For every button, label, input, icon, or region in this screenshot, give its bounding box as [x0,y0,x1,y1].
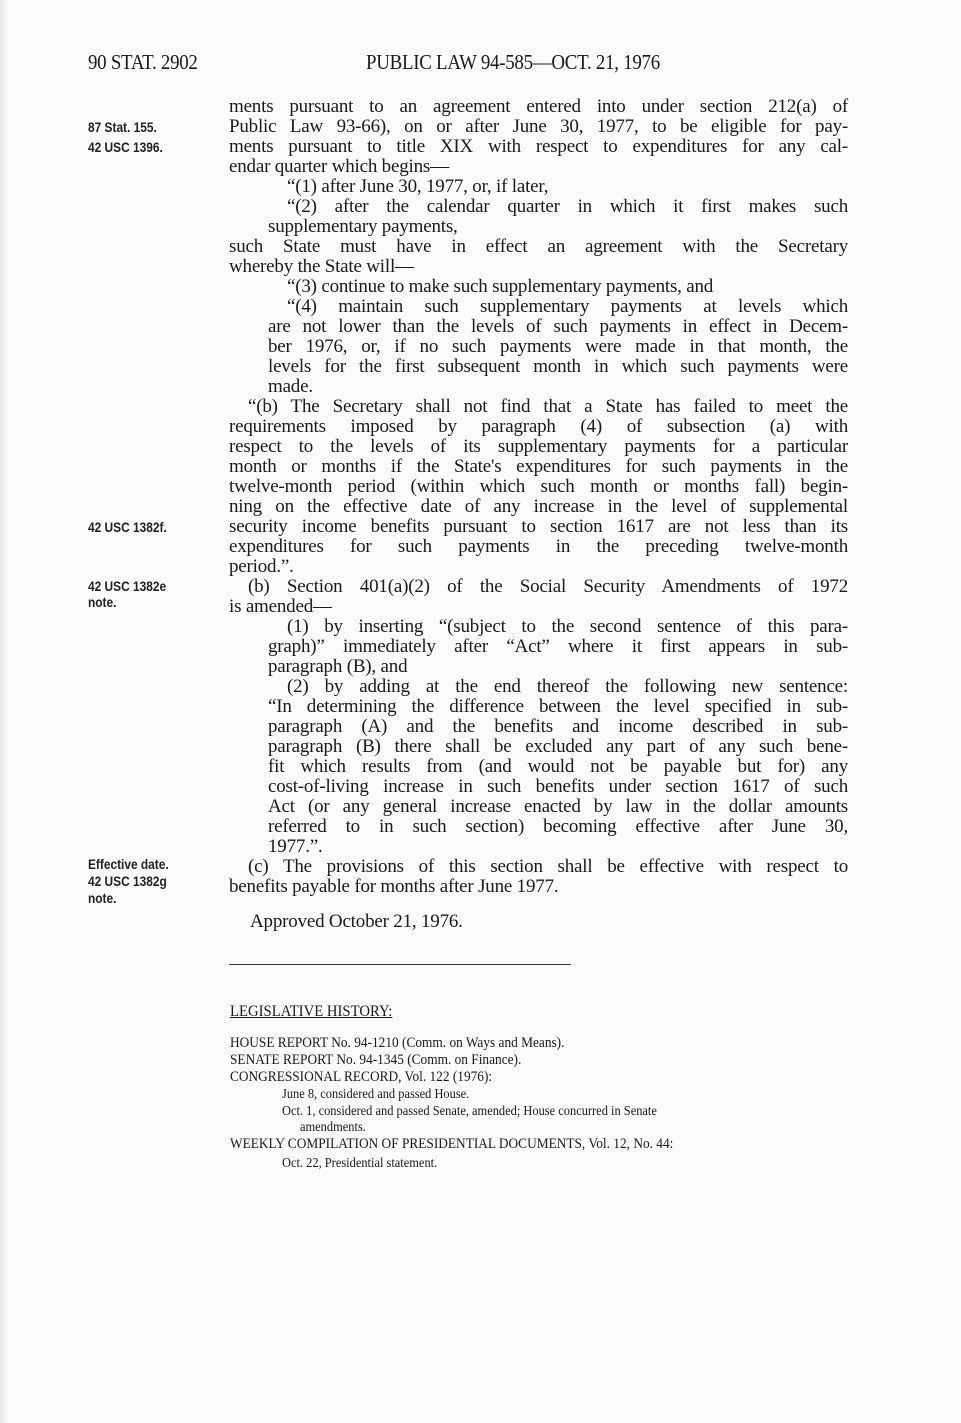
text-line: is amended— [229,596,332,617]
text-line: whereby the State will— [229,256,414,277]
text-line: “(3) continue to make such supplementary payments, and [287,276,714,297]
margin-note: 42 USC 1382f. [88,519,167,535]
text-line: “(2) after the calendar quarter in which it first makes such [287,196,848,217]
text-line: “(b) The Secretary shall not find that a State has failed to meet the [248,396,848,417]
text-line: “(4) maintain such supplementary payments at levels which [287,296,848,317]
margin-note: note. [88,594,117,610]
margin-note: 42 USC 1382g [88,873,167,889]
margin-note: note. [88,890,117,906]
legislative-history-line: June 8, considered and passed House. [282,1086,470,1101]
text-line: ments pursuant to title XIX with respect to expenditures for any cal- [229,136,848,157]
text-line: ning on the effective date of any increase in the level of supplemental [229,496,848,517]
text-line: security income benefits pursuant to section 1617 are not less than its [229,516,848,537]
legislative-history-line: amendments. [300,1119,366,1134]
text-line: levels for the first subsequent month in which such payments were [268,356,848,377]
text-line: endar quarter which begins— [229,156,449,177]
text-line: referred to in such section) becoming effective after June 30, [268,816,848,837]
text-line: ments pursuant to an agreement entered into under section 212(a) of [229,96,848,117]
text-line: made. [268,376,313,397]
legislative-history-line: HOUSE REPORT No. 94-1210 (Comm. on Ways and Means). [230,1035,565,1051]
text-line: respect to the levels of its supplementary payments for a particular [229,436,848,457]
text-line: “(1) after June 30, 1977, or, if later, [287,176,549,197]
text-line: graph)” immediately after “Act” where it first appears in sub- [268,636,848,657]
approval-line: Approved October 21, 1976. [250,911,463,932]
text-line: expenditures for such payments in the preceding twelve-month [229,536,848,557]
margin-note: 87 Stat. 155. [88,119,157,135]
text-line: supplementary payments, [268,216,458,237]
text-line: paragraph (B) there shall be excluded any part of any such bene- [268,736,848,757]
text-line: month or months if the State's expenditures for such payments in the [229,456,848,477]
text-line: Act (or any general increase enacted by law in the dollar amounts [268,796,848,817]
margin-note: 42 USC 1382e [88,578,167,594]
legislative-history-line: SENATE REPORT No. 94-1345 (Comm. on Finance). [230,1052,522,1068]
legislative-history-heading: LEGISLATIVE HISTORY: [230,1003,393,1020]
text-line: benefits payable for months after June 1977. [229,876,559,897]
divider [229,964,571,965]
text-line: (2) by adding at the end thereof the following new sentence: [287,676,848,697]
text-line: twelve-month period (within which such month or months fall) begin- [229,476,848,497]
text-line: Public Law 93-66), on or after June 30, 1977, to be eligible for pay- [229,116,848,137]
legislative-history-line: WEEKLY COMPILATION OF PRESIDENTIAL DOCUMENTS, Vol. 12, No. 44: [230,1136,674,1152]
page-number: 90 STAT. 2902 [88,50,198,74]
margin-note: Effective date. [88,856,169,872]
legislative-history-line: CONGRESSIONAL RECORD, Vol. 122 (1976): [230,1069,493,1085]
text-line: ber 1976, or, if no such payments were made in that month, the [268,336,848,357]
text-line: fit which results from (and would not be payable but for) any [268,756,848,777]
scan-edge [0,0,8,1423]
text-line: 1977.”. [268,836,323,857]
legislative-history-line: Oct. 1, considered and passed Senate, amended; House concurred in Senate [282,1103,657,1118]
text-line: (c) The provisions of this section shall be effective with respect to [248,856,848,877]
text-line: (b) Section 401(a)(2) of the Social Security Amendments of 1972 [248,576,848,597]
text-line: period.”. [229,556,294,577]
legislative-history-line: Oct. 22, Presidential statement. [282,1155,438,1170]
margin-note: 42 USC 1396. [88,139,163,155]
text-line: “In determining the difference between the level specified in sub- [268,696,848,717]
text-line: requirements imposed by paragraph (4) of subsection (a) with [229,416,848,437]
text-line: (1) by inserting “(subject to the second sentence of this para- [287,616,848,637]
page-title: PUBLIC LAW 94-585—OCT. 21, 1976 [366,50,660,74]
text-line: paragraph (B), and [268,656,408,677]
text-line: are not lower than the levels of such payments in effect in Decem- [268,316,848,337]
text-line: paragraph (A) and the benefits and income described in sub- [268,716,848,737]
text-line: cost-of-living increase in such benefits under section 1617 of such [268,776,848,797]
text-line: such State must have in effect an agreement with the Secretary [229,236,848,257]
